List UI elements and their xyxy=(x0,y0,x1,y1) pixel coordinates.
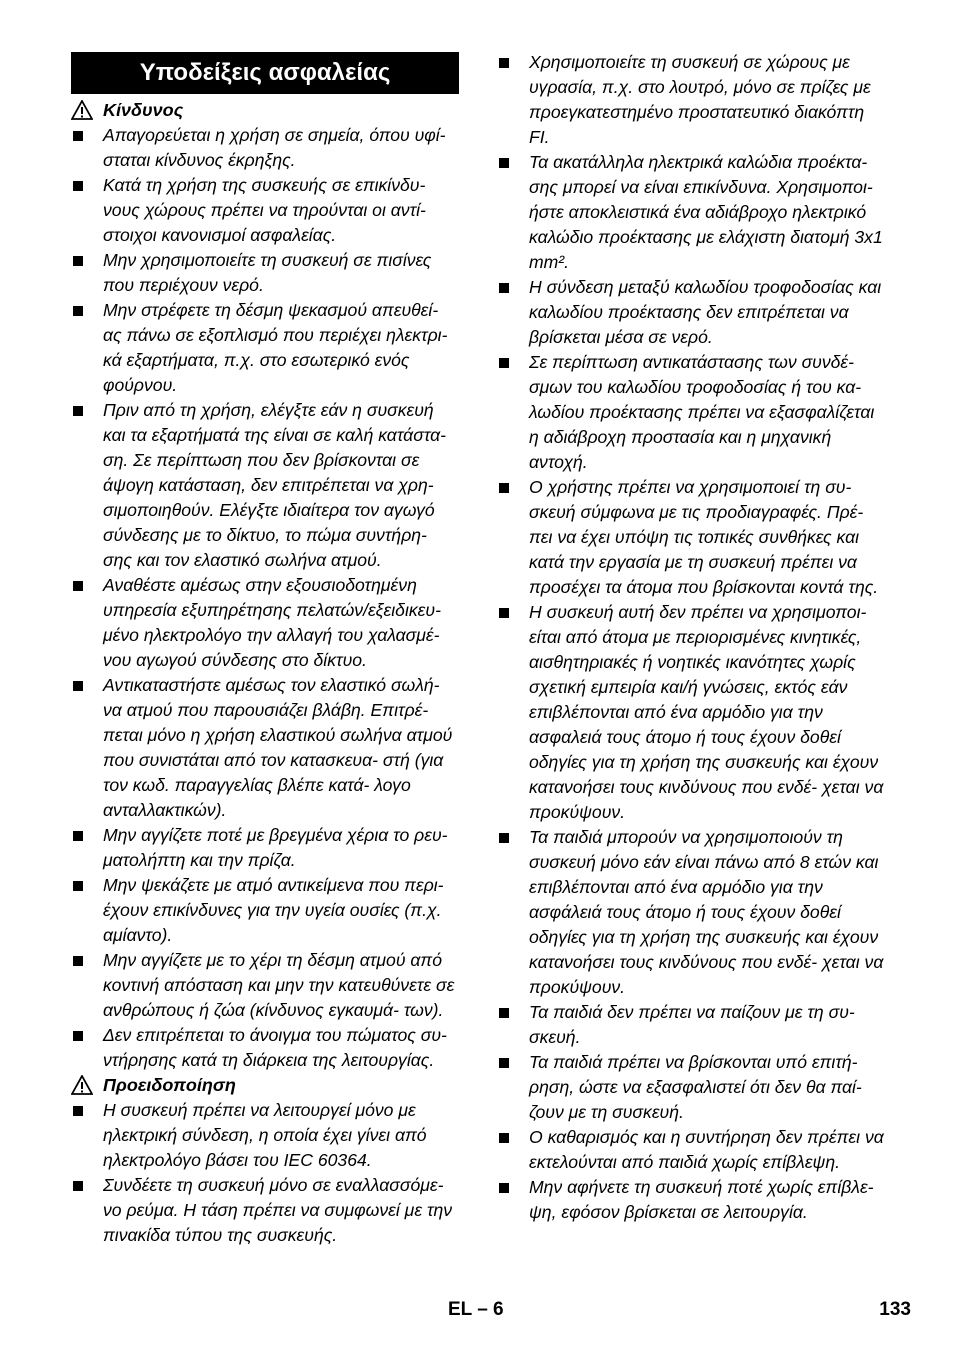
right-list xyxy=(497,50,887,1225)
warning-heading xyxy=(71,1073,459,1098)
bullet-square-icon xyxy=(73,956,83,966)
bullet-square-icon xyxy=(73,306,83,316)
list-item: Χρησιμοποιείτε τη συσκευή σε χώρους με υγρασία, π.χ. στο λουτρό, μόνο σε πρίζες με προεγκατεστημένο προστατευτικό διακόπτη FI. xyxy=(497,50,887,150)
list-item: Η σύνδεση μεταξύ καλωδίου τροφοδοσίας και καλωδίου προέκτασης δεν επιτρέπεται να βρίσκεται μέσα σε νερό. xyxy=(497,275,887,350)
list-item: Τα παιδιά μπορούν να χρησιμοποιούν τη συσκευή μόνο εάν είναι πάνω από 8 ετών και επιβλέπονται από ένα αρμόδιο για την ασφάλειά τους άτομο ή τους έχουν δοθεί οδηγίες για τη χρήση της συσκευής και έχουν κατανοήσει τους κινδύνους που ενδέ- χεται να προκύψουν. xyxy=(497,825,887,1000)
list-item: Ο χρήστης πρέπει να χρησιμοποιεί τη συ- σκευή σύμφωνα με τις προδιαγραφές. Πρέ- πει να έχει υπόψη τις τοπικές συνθήκες και κατά την εργασία με τη συσκευή πρέπει να προσέχει τα άτομα που βρίσκονται κοντά της. xyxy=(497,475,887,600)
bullet-square-icon xyxy=(499,833,509,843)
warning-list xyxy=(71,1098,459,1248)
list-item: Μην αγγίζετε ποτέ με βρεγμένα χέρια το ρευ- ματολήπτη και την πρίζα. xyxy=(71,823,459,873)
list-item: Μην αγγίζετε με το χέρι τη δέσμη ατμού από κοντινή απόσταση και μην την κατευθύνετε σε ανθρώπους ή ζώα (κίνδυνος εγκαυμά- των). xyxy=(71,948,459,1023)
bullet-square-icon xyxy=(73,181,83,191)
list-item: Η συσκευή πρέπει να λειτουργεί μόνο με ηλεκτρική σύνδεση, η οποία έχει γίνει από ηλεκτρολόγο βάσει του IEC 60364. xyxy=(71,1098,459,1173)
danger-list xyxy=(71,123,459,1073)
bullet-square-icon xyxy=(73,1181,83,1191)
warning-triangle-icon xyxy=(71,100,93,120)
list-item: Αναθέστε αμέσως στην εξουσιοδοτημένη υπηρεσία εξυπηρέτησης πελατών/εξειδικευ- μένο ηλεκτρολόγο την αλλαγή του χαλασμέ- νου αγωγού σύνδεσης στο δίκτυο. xyxy=(71,573,459,673)
list-item: Συνδέετε τη συσκευή μόνο σε εναλλασσόμε- νο ρεύμα. Η τάση πρέπει να συμφωνεί με την πινακίδα τύπου της συσκευής. xyxy=(71,1173,459,1248)
bullet-square-icon xyxy=(499,158,509,168)
list-item: Μην χρησιμοποιείτε τη συσκευή σε πισίνες που περιέχουν νερό. xyxy=(71,248,459,298)
bullet-square-icon xyxy=(499,1058,509,1068)
danger-heading-text: Κίνδυνος xyxy=(103,100,184,120)
bullet-square-icon xyxy=(499,1183,509,1193)
list-item: Η συσκευή αυτή δεν πρέπει να χρησιμοποι- είται από άτομα με περιορισμένες κινητικές, αισθητηριακές ή νοητικές ικανότητες χωρίς σχετική εμπειρία και/ή γνώσεις, εκτός εάν επιβλέπονται από ένα αρμόδιο για την ασφαλειά τους άτομο ή τους έχουν δοθεί οδηγίες για τη χρήση της συσκευής και έχουν κατανοήσει τους κινδύνους που ενδέ- χεται να προκύψουν. xyxy=(497,600,887,825)
right-column xyxy=(497,50,887,1225)
footer-page-number: 133 xyxy=(879,1299,911,1320)
list-item: Ο καθαρισμός και η συντήρηση δεν πρέπει να εκτελούνται από παιδιά χωρίς επίβλεψη. xyxy=(497,1125,887,1175)
bullet-square-icon xyxy=(499,1133,509,1143)
bullet-square-icon xyxy=(499,283,509,293)
list-item: Τα παιδιά δεν πρέπει να παίζουν με τη συ- σκευή. xyxy=(497,1000,887,1050)
bullet-square-icon xyxy=(73,881,83,891)
bullet-square-icon xyxy=(73,831,83,841)
list-item: Κατά τη χρήση της συσκευής σε επικίνδυ- νους χώρους πρέπει να τηρούνται οι αντί- στοιχοι κανονισμοί ασφαλείας. xyxy=(71,173,459,248)
list-item: Πριν από τη χρήση, ελέγξτε εάν η συσκευή και τα εξαρτήματά της είναι σε καλή κατάστα- ση. Σε περίπτωση που δεν βρίσκονται σε άψογη κατάσταση, δεν επιτρέπεται να χρη- σιμοποιηθούν. Ελέγξτε ιδιαίτερα τον αγωγό σύνδεσης με το δίκτυο, το πώμα συντήρη- σης και τον ελαστικό σωλήνα ατμού. xyxy=(71,398,459,573)
bullet-square-icon xyxy=(499,58,509,68)
list-item: Σε περίπτωση αντικατάστασης των συνδέ- σμων του καλωδίου τροφοδοσίας ή του κα- λωδίου προέκτασης πρέπει να εξασφαλίζεται η αδιάβροχη προστασία και η μηχανική αντοχή. xyxy=(497,350,887,475)
bullet-square-icon xyxy=(499,1008,509,1018)
bullet-square-icon xyxy=(499,358,509,368)
bullet-square-icon xyxy=(73,256,83,266)
bullet-square-icon xyxy=(73,1031,83,1041)
list-item: Τα ακατάλληλα ηλεκτρικά καλώδια προέκτα- σης μπορεί να είναι επικίνδυνα. Χρησιμοποι- ήστε αποκλειστικά ένα αδιάβροχο ηλεκτρικό καλώδιο προέκτασης με ελάχιστη διατομή 3x1 mm². xyxy=(497,150,887,275)
footer-section-code: EL – 6 xyxy=(448,1299,504,1320)
list-item: Μην ψεκάζετε με ατμό αντικείμενα που περι- έχουν επικίνδυνες για την υγεία ουσίες (π.χ. αμίαντο). xyxy=(71,873,459,948)
bullet-square-icon xyxy=(499,483,509,493)
bullet-square-icon xyxy=(73,131,83,141)
left-column xyxy=(71,50,459,1248)
warning-triangle-icon xyxy=(71,1075,93,1095)
danger-heading xyxy=(71,98,459,123)
list-item: Τα παιδιά πρέπει να βρίσκονται υπό επιτή- ρηση, ώστε να εξασφαλιστεί ότι δεν θα παί- ζουν με τη συσκευή. xyxy=(497,1050,887,1125)
warning-heading-text: Προειδοποίηση xyxy=(103,1075,236,1095)
list-item: Απαγορεύεται η χρήση σε σημεία, όπου υφί- σταται κίνδυνος έκρηξης. xyxy=(71,123,459,173)
bullet-square-icon xyxy=(73,581,83,591)
list-item: Μην αφήνετε τη συσκευή ποτέ χωρίς επίβλε- ψη, εφόσον βρίσκεται σε λειτουργία. xyxy=(497,1175,887,1225)
bullet-square-icon xyxy=(73,1106,83,1116)
list-item: Δεν επιτρέπεται το άνοιγμα του πώματος συ- ντήρησης κατά τη διάρκεια της λειτουργίας. xyxy=(71,1023,459,1073)
section-title: Υποδείξεις ασφαλείας xyxy=(71,52,459,94)
bullet-square-icon xyxy=(73,406,83,416)
list-item: Αντικαταστήστε αμέσως τον ελαστικό σωλή- να ατμού που παρουσιάζει βλάβη. Επιτρέ- πεται μόνο η χρήση ελαστικού σωλήνα ατμού που συνιστάται από τον κατασκευα- στή (για τον κωδ. παραγγελίας βλέπε κατά- λογο ανταλλακτικών). xyxy=(71,673,459,823)
list-item: Μην στρέφετε τη δέσμη ψεκασμού απευθεί- ας πάνω σε εξοπλισμό που περιέχει ηλεκτρι- κά εξαρτήματα, π.χ. στο εσωτερικό ενός φούρνου. xyxy=(71,298,459,398)
bullet-square-icon xyxy=(73,681,83,691)
bullet-square-icon xyxy=(499,608,509,618)
